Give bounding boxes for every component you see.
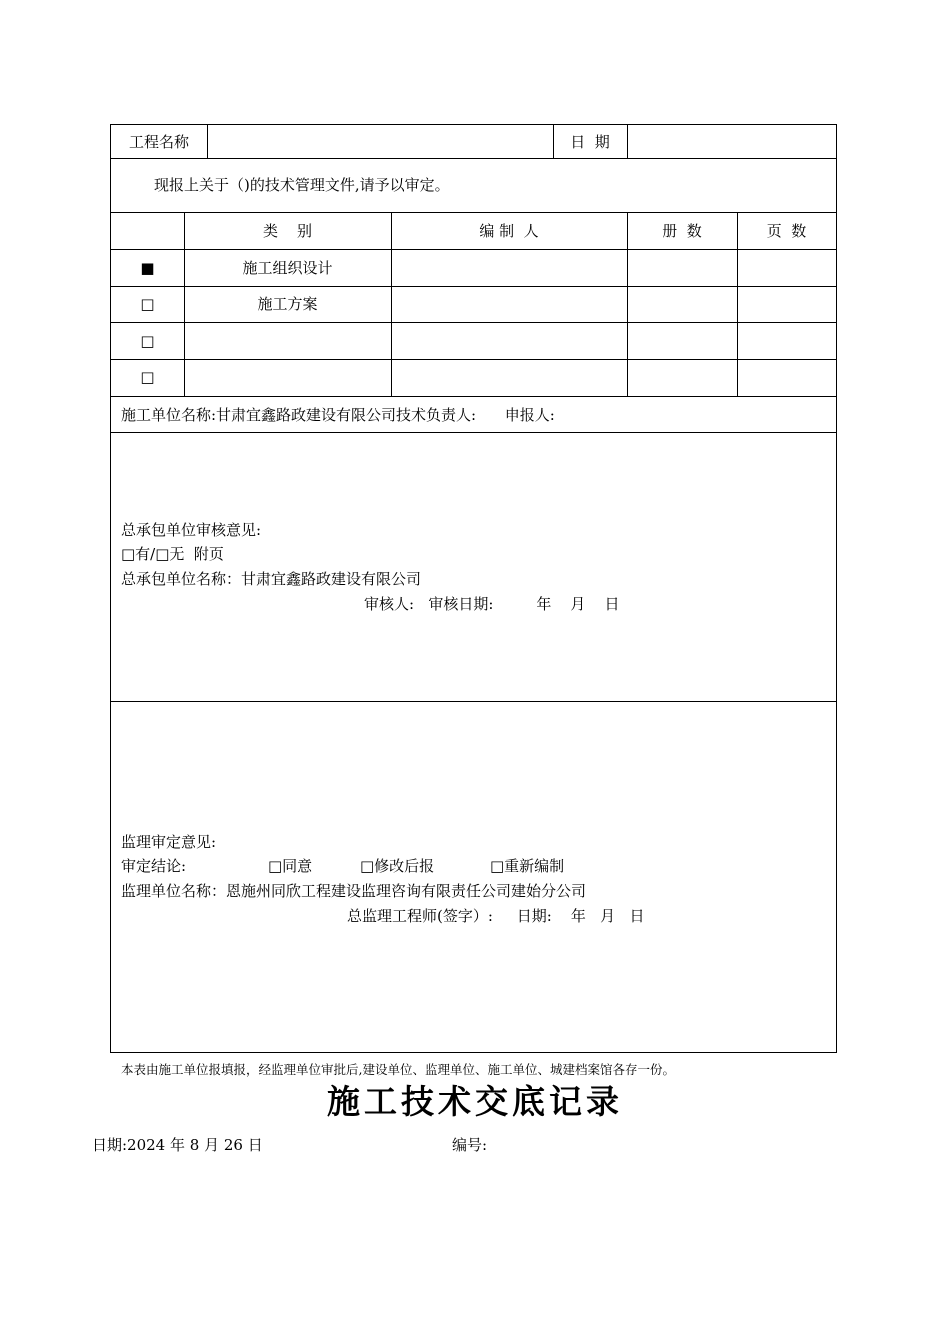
row-checkbox[interactable]: □ [140, 368, 155, 386]
column-header-pages: 页 数 [766, 222, 807, 240]
row-divider [111, 286, 836, 287]
table-row-category: 施工组织设计 [242, 259, 333, 277]
footer-note: 本表由施工单位报填报，经监理单位审批后,建设单位、监理单位、施工单位、城建档案馆各存一份。 [121, 1062, 675, 1077]
column-header-category: 类 别 [262, 222, 313, 240]
row-checkbox[interactable]: □ [140, 295, 155, 313]
row-divider [111, 359, 836, 360]
submission-statement: 现报上关于（)的技术管理文件,请予以审定。 [154, 176, 450, 194]
general-contractor-opinion-label: 总承包单位审核意见: [121, 521, 262, 539]
attachment-checkboxes[interactable]: □有/□无 附页 [121, 545, 224, 563]
conclusion-label: 审定结论: [121, 857, 187, 875]
table-row-category: 施工方案 [257, 295, 318, 313]
row-divider [111, 396, 836, 397]
chief-engineer-line: 总监理工程师(签字）: 日期: 年 月 日 [347, 907, 645, 925]
date-field[interactable] [628, 126, 835, 157]
record-date: 日期:2024 年 8 月 26 日 [92, 1136, 263, 1154]
record-title: 施工技术交底记录 [327, 1082, 623, 1121]
general-contractor-unit-name: 总承包单位名称：甘肃宜鑫路政建设有限公司 [121, 570, 422, 588]
row-divider [111, 158, 836, 159]
record-number-label: 编号: [452, 1136, 488, 1154]
row-divider [111, 212, 836, 213]
column-header-volumes: 册 数 [662, 222, 702, 240]
row-checkbox[interactable]: ■ [140, 259, 155, 277]
row-divider [111, 701, 836, 702]
supervision-unit-name: 监理单位名称：恩施州同欣工程建设监理咨询有限责任公司建始分公司 [121, 882, 587, 900]
column-header-preparer: 编 制 人 [479, 222, 539, 240]
supervision-opinion-label: 监理审定意见: [121, 833, 217, 851]
option-revise-checkbox[interactable]: □修改后报 [360, 857, 435, 875]
option-redo-checkbox[interactable]: □重新编制 [490, 857, 565, 875]
row-checkbox[interactable]: □ [140, 332, 155, 350]
row-divider [111, 249, 836, 250]
reviewer-line: 审核人: 审核日期: 年 月 日 [364, 595, 620, 613]
option-agree-checkbox[interactable]: □同意 [268, 857, 313, 875]
contractor-line: 施工单位名称:甘肃宜鑫路政建设有限公司技术负责人: 申报人: [121, 406, 555, 424]
approval-form [110, 124, 837, 1053]
row-divider [111, 432, 836, 433]
project-name-label: 工程名称 [128, 133, 189, 151]
row-divider [111, 322, 836, 323]
date-label: 日 期 [570, 133, 610, 151]
project-name-field[interactable] [208, 126, 552, 157]
